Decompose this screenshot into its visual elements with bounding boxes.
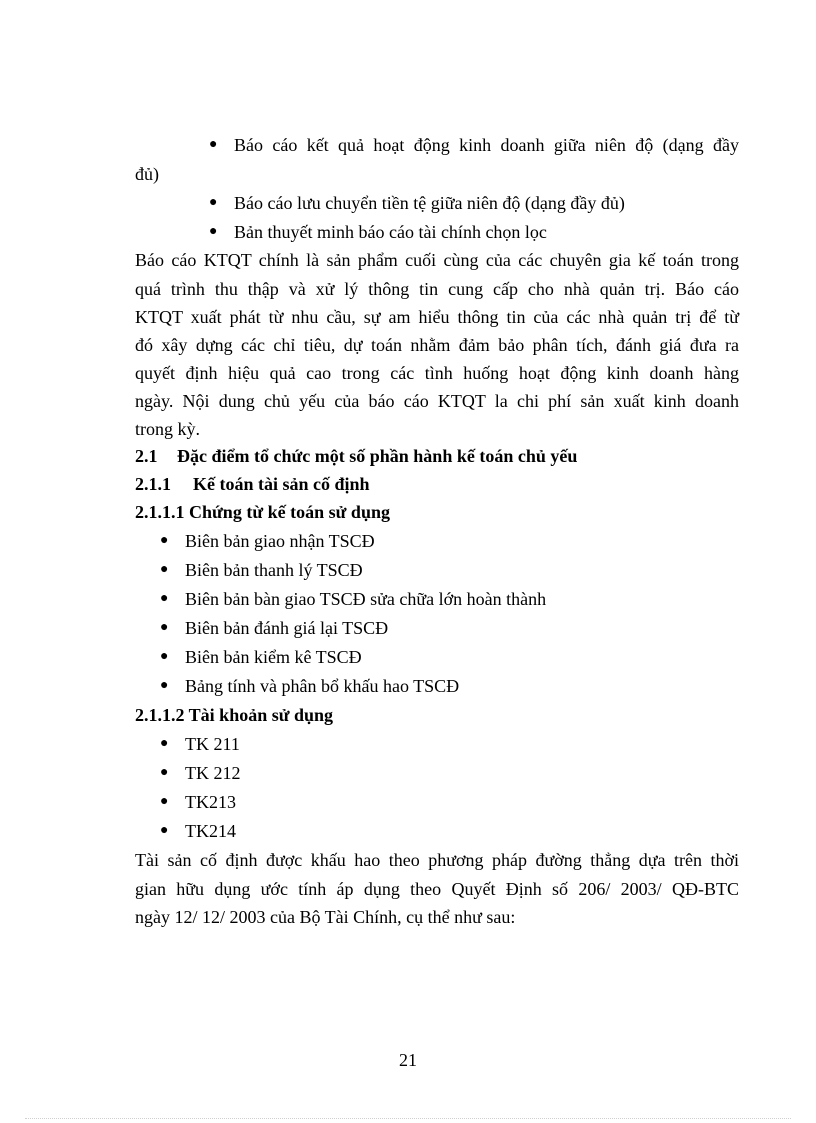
paragraph-line: ngày 12/ 12/ 2003 của Bộ Tài Chính, cụ thể như sau:	[135, 907, 516, 927]
heading-2-1	[135, 446, 577, 466]
heading-2-1-1-2: 2.1.1.2 Tài khoản sử dụng	[135, 705, 334, 725]
bullet-dot-icon: ●	[160, 678, 169, 693]
bullet-dot-icon: ●	[160, 765, 169, 780]
paragraph-line: ngày. Nội dung chủ yếu của báo cáo KTQT la chi phí sản xuất kinh doanh	[135, 391, 739, 411]
heading-number: 2.1.1	[135, 474, 171, 494]
bullet-dot-icon: ●	[160, 562, 169, 577]
heading-text: Kế toán tài sản cố định	[193, 474, 370, 494]
list-item: TK214	[185, 821, 236, 841]
bullet-dot-icon: ●	[160, 620, 169, 635]
paragraph-line: gian hữu dụng ước tính áp dụng theo Quyết Định số 206/ 2003/ QĐ-BTC	[135, 879, 739, 899]
list-item: Biên bản bàn giao TSCĐ sửa chữa lớn hoàn thành	[185, 589, 547, 609]
heading-2-1-1	[135, 474, 370, 494]
bullet-item: Bản thuyết minh báo cáo tài chính chọn lọc	[234, 222, 547, 242]
list-item: Biên bản thanh lý TSCĐ	[185, 560, 363, 580]
paragraph-line: quyết định hiệu quả cao trong các tình huống hoạt động kinh doanh hàng	[135, 363, 739, 383]
paragraph-line: KTQT xuất phát từ nhu cầu, sự am hiểu thông tin của các nhà quản trị để từ	[135, 307, 739, 327]
paragraph-line: Tài sản cố định được khấu hao theo phương pháp đường thẳng dựa trên thời	[135, 850, 739, 870]
bullet-dot-icon: ●	[160, 794, 169, 809]
bullet-dot-icon: ●	[160, 736, 169, 751]
paragraph-line: trong kỳ.	[135, 419, 200, 439]
list-item: Biên bản kiểm kê TSCĐ	[185, 647, 362, 667]
list-item: Bảng tính và phân bổ khấu hao TSCĐ	[185, 676, 460, 696]
heading-text: Đặc điểm tổ chức một số phần hành kế toán chủ yếu	[177, 446, 578, 466]
paragraph-line: quá trình thu thập và xử lý thông tin cung cấp cho nhà quản trị. Báo cáo	[135, 279, 739, 299]
bullet-dot-icon: ●	[160, 591, 169, 606]
paragraph-line: Báo cáo KTQT chính là sản phẩm cuối cùng của các chuyên gia kế toán trong	[135, 250, 739, 270]
bullet-item-continuation: đủ)	[135, 164, 159, 184]
bullet-dot-icon: ●	[160, 533, 169, 548]
bullet-dot-icon: ●	[209, 224, 218, 239]
heading-number: 2.1	[135, 446, 158, 466]
paragraph-line: đó xây dựng các chỉ tiêu, dự toán nhằm đảm bảo phân tích, đánh giá đưa ra	[135, 335, 739, 355]
bullet-dot-icon: ●	[160, 649, 169, 664]
bullet-item: Báo cáo lưu chuyển tiền tệ giữa niên độ (dạng đầy đủ)	[234, 193, 625, 213]
page-number: 21	[399, 1050, 417, 1070]
list-item: TK213	[185, 792, 236, 812]
heading-2-1-1-1: 2.1.1.1 Chứng từ kế toán sử dụng	[135, 502, 390, 522]
bullet-item: Báo cáo kết quả hoạt động kinh doanh giữa niên độ (dạng đầy	[234, 135, 739, 155]
page-bottom-divider	[25, 1118, 791, 1119]
bullet-dot-icon: ●	[209, 137, 218, 152]
list-item: Biên bản đánh giá lại TSCĐ	[185, 618, 389, 638]
list-item: Biên bản giao nhận TSCĐ	[185, 531, 375, 551]
list-item: TK 212	[185, 763, 241, 783]
list-item: TK 211	[185, 734, 240, 754]
bullet-dot-icon: ●	[160, 823, 169, 838]
bullet-dot-icon: ●	[209, 195, 218, 210]
